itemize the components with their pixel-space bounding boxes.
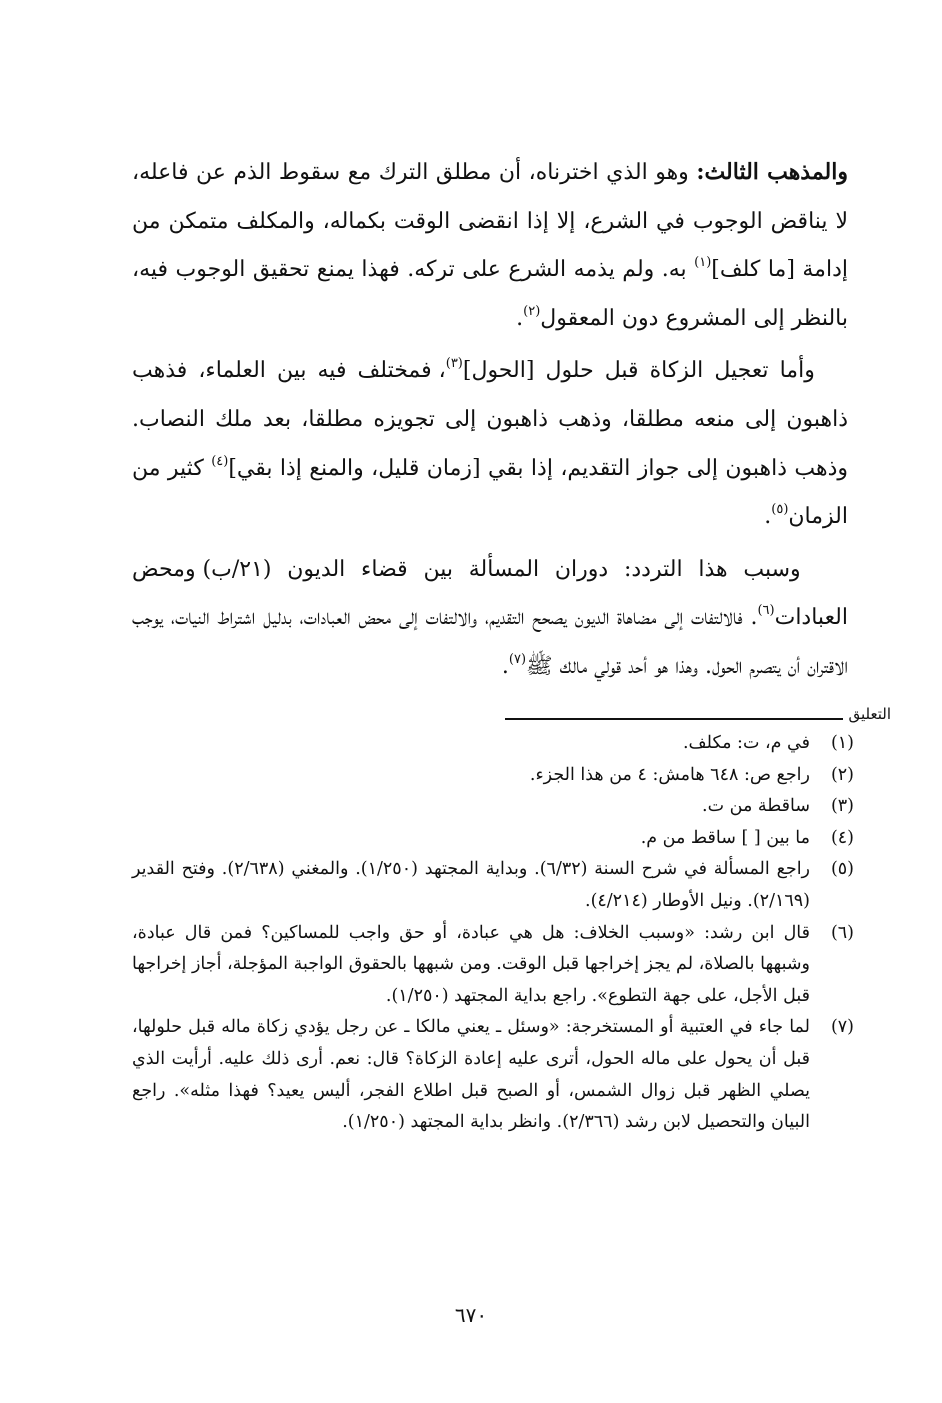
footnote-ref[interactable]: (٦) [757,603,775,619]
paragraph-text: . [764,504,772,530]
footnote-number: (٥) [830,859,854,880]
paragraph-lead: والمذهب الثالث: [696,159,848,185]
paragraph-text: وأما تعجيل الزكاة قبل حلول [الحول] [462,358,815,384]
paragraph-text: وهو الذي اخترناه، أن مطلق الترك مع سقوط الذم عن فاعله، لا يناقض الوجوب في الشرع، إلا إذا انقضى الوقت بكماله، والمكلف متمكن من إدامة [ما كلف] [132,160,848,283]
footnote-text: ما بين [ ] ساقط من م. [640,827,810,848]
footnote-item [132,1012,854,1138]
footnote-number: (٤) [830,827,854,848]
paragraph-third-doctrine [132,148,848,343]
footnote-text: راجع المسألة في شرح السنة (٦/٣٢). وبداية المجتهد (١/٢٥٠). والمغني (٢/٦٣٨). وفتح القدير (٢/١٦٩). ونيل الأوطار (٤/٢١٤). [132,859,811,911]
footnote-item [132,728,854,760]
paragraph-text: كثير من الزمان [132,455,848,530]
paragraph-text: ، فمختلف فيه بين العلماء، فذهب ذاهبون إلى منعه مطلقا، وذهب ذاهبون إلى تجويزه مطلقا، بعد ملك النصاب. وذهب ذاهبون إلى جواز التقديم، إذا بقي [زمان قليل، والمنع إذا بقي] [132,358,848,481]
footnote-ref[interactable]: (٢) [523,303,541,319]
page-number: ٦٧٠ [454,1303,488,1327]
commentary-label: التعليق [848,705,891,723]
footnote-text: لما جاء في العتبية أو المستخرجة: «وسئل ـ يعني مالكا ـ عن رجل يؤدي زكاة ماله قبل حلولها، قبل أن يحول على ماله الحول، أترى عليه إعادة الزكاة؟ قال: نعم. أرى ذلك عليه. أرأيت الذي يصلي الظهر قبل زوال الشمس، أو الصبح قبل اطلاع الفجر، أليس يعيد؟ فهذا مثله». راجع البيان والتحصيل لابن رشد (٢/٣٦٦). وانظر بداية المجتهد (١/٢٥٠). [132,1017,810,1133]
footnote-number: (٣) [830,796,854,817]
footnote-item [132,760,854,792]
footnote-text: ساقطة من ت. [702,796,810,817]
footnote-item [132,918,854,1013]
paragraph-text: . فالالتفات إلى مضاهاة الديون يصحح التقديم، والالتفات إلى محض العبادات، بدليل اشتراط النيات، يوجب الاقتران أن يتصرم الحول. وهذا هو أحد قولي مالك ﷺ [132,605,848,679]
footnote-ref[interactable]: (٧) [508,651,527,667]
footnote-number: (٧) [830,1017,854,1038]
footnote-ref[interactable]: (٤) [211,453,229,469]
paragraph-reason [132,546,848,692]
paragraph-text: . [516,305,524,331]
footnote-item [132,854,854,917]
footnotes [132,728,854,1139]
paragraph-text: وسبب هذا التردد: دوران المسألة بين قضاء الديون (٢١/ب) ومحض العبادات [132,556,848,631]
footnote-item [132,791,854,823]
paragraph-zakat [132,347,848,541]
separator-line [505,718,843,720]
paragraph-text: . [501,653,509,679]
footnote-number: (٢) [830,764,854,785]
footnote-ref[interactable]: (١) [694,255,712,271]
footnote-number: (٦) [830,922,854,943]
footnote-text: قال ابن رشد: «وسبب الخلاف: هل هي عبادة، أو حق واجب للمساكين؟ فمن قال عبادة، وشبهها بالصلاة، لم يجز إخراجها قبل الوقت. ومن شبهها بالحقوق الواجبة المؤجلة، أجاز إخراجها قبل الأجل، على جهة التطوع». راجع بداية المجتهد (١/٢٥٠). [132,922,810,1006]
footnote-ref[interactable]: (٥) [771,502,789,518]
main-text [132,148,848,696]
footnote-ref[interactable]: (٣) [445,356,463,372]
footnote-separator [505,705,891,727]
footnote-text: راجع ص: ٦٤٨ هامش: ٤ من هذا الجزء. [529,764,810,785]
footnote-text: في م، ت: مكلف. [682,733,810,753]
footnote-item [132,823,854,855]
footnote-number: (١) [830,733,854,753]
paragraph-text: به. ولم يذمه الشرع على تركه. فهذا يمنع تحقيق الوجوب فيه، بالنظر إلى المشروع دون المعقول [132,257,848,331]
